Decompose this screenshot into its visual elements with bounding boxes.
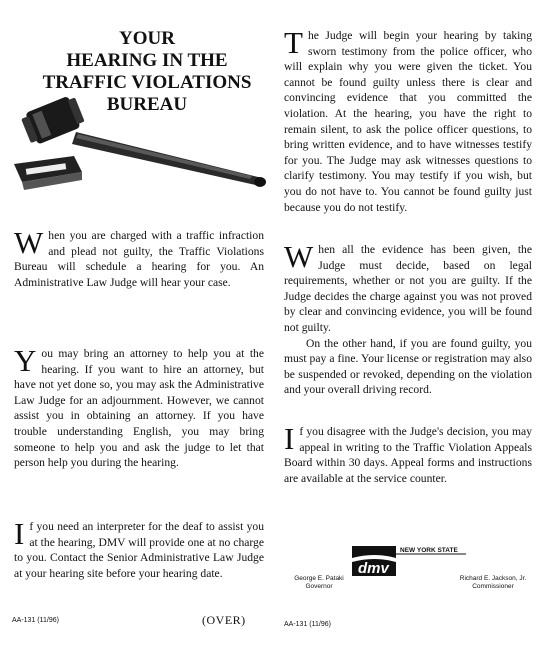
governor-title: Governor: [305, 583, 333, 590]
dmv-logo-icon: [352, 544, 468, 578]
drop-cap: T: [284, 25, 303, 60]
over-label: (OVER): [202, 613, 246, 627]
commissioner-name: Richard E. Jackson, Jr.: [459, 575, 527, 582]
form-code: AA-131 (11/96): [12, 617, 59, 624]
paragraph-attorney: [14, 343, 264, 471]
title-line: HEARING IN THE: [66, 50, 228, 71]
paragraph-schedule: [14, 225, 264, 290]
paragraph-interpreter: [14, 516, 264, 581]
drop-cap: Y: [14, 343, 37, 378]
drop-cap: I: [14, 516, 25, 551]
paragraph-text: ou may bring an attorney to help you at the hearing. If you want to hire an attorney, but have not yet done so, you may ask the Administrative Law Judge for an adjournment. However, we cannot assist you in obtaining an attorney. If you have trouble understanding English, you may bring someone to help you and ask the judge to let that person help you during the hearing.: [14, 347, 264, 470]
logo-text: dmv: [358, 560, 389, 577]
drop-cap: W: [284, 239, 314, 274]
paragraph-text: hen you are charged with a traffic infraction and plead not guilty, the Traffic Violations Bureau will schedule a hearing for you. An Administrative Law Judge will hear your case.: [14, 229, 264, 289]
paragraph-text: f you need an interpreter for the deaf to assist you at the hearing, DMV will provide one at no charge to you. Contact the Senior Administrative Law Judge at your hearing site before your hearing date.: [14, 520, 264, 580]
commissioner-signature: [454, 575, 532, 591]
paragraph-text-continued: On the other hand, if you are found guilty, you must pay a fine. Your license or registration may also be suspended or revoked, depending on the violation and your overall driving record.: [284, 336, 532, 397]
title-line: BUREAU: [106, 94, 188, 115]
paragraph-appeal: [284, 421, 532, 486]
title-line: YOUR: [119, 28, 175, 49]
title-line: TRAFFIC VIOLATIONS: [42, 72, 252, 93]
paragraph-text: hen all the evidence has been given, the Judge must decide, based on legal requirements, whether or not you are guilty. If the Judge decides the charge against you was not proved by clear and convincing evidence, you will be found not guilty.: [284, 243, 532, 334]
drop-cap: W: [14, 225, 44, 260]
gavel-icon: [12, 86, 272, 196]
form-code: AA-131 (11/96): [284, 621, 331, 628]
logo-state-text: NEW YORK STATE: [400, 547, 458, 554]
commissioner-title: Commissioner: [472, 583, 514, 590]
paragraph-text: f you disagree with the Judge's decision, you may appeal in writing to the Traffic Violation Appeals Board within 30 days. Appeal forms and instructions are available at the service counter.: [284, 425, 532, 485]
drop-cap: I: [284, 421, 295, 456]
governor-signature: [284, 575, 354, 591]
paragraph-text: he Judge will begin your hearing by taking sworn testimony from the police officer, who will explain why you were given the ticket. You cannot be found guilty unless there is clear and convincing evidence that you committed the violation. At the hearing, you have the right to remain silent, to ask the police officer questions, to bring written evidence, and to have witnesses testify for you. The Judge may ask witnesses questions to clarify testimony. You may testify if you wish, but you do not have to. You cannot be found guilty just because you do not testify.: [284, 29, 532, 214]
dmv-signature-block: [284, 540, 532, 600]
paragraph-testimony: [284, 25, 532, 215]
paragraph-decision: [284, 239, 532, 398]
governor-name: George E. Pataki: [294, 575, 344, 582]
